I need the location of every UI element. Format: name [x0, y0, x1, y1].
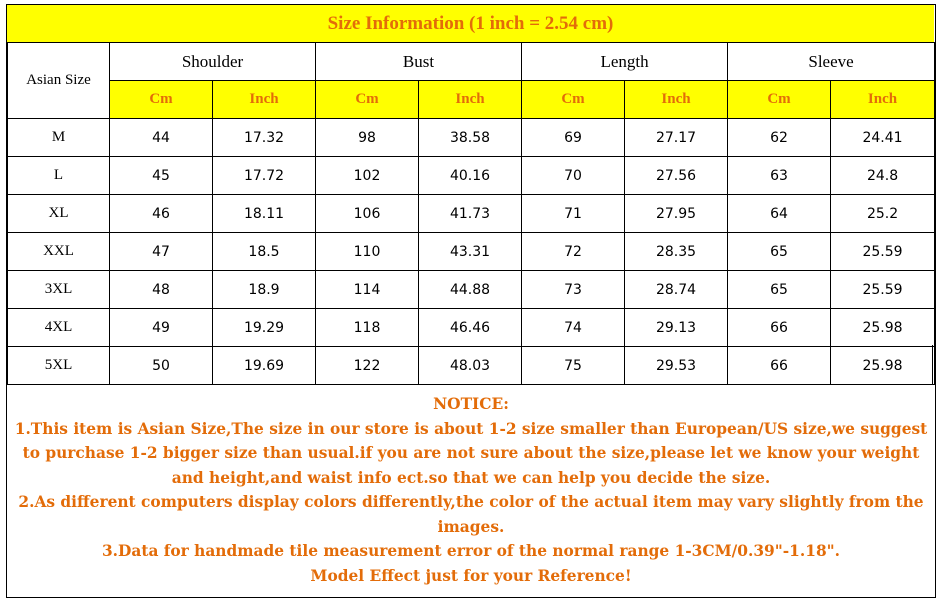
inch-value-cell: 29.53 [625, 347, 728, 385]
inch-value-cell: 27.17 [625, 119, 728, 157]
cm-value-cell: 62 [728, 119, 831, 157]
unit-inch-header: Inch [419, 81, 522, 119]
table-row [8, 309, 935, 347]
inch-value-cell: 17.72 [213, 157, 316, 195]
inch-value-cell: 29.13 [625, 309, 728, 347]
size-chart [6, 4, 936, 598]
cm-value-cell: 98 [316, 119, 419, 157]
notice-heading: NOTICE: [433, 395, 509, 413]
shoulder-header: Shoulder [110, 43, 316, 81]
cm-value-cell: 75 [522, 347, 625, 385]
inch-value-cell: 24.8 [831, 157, 935, 195]
cm-value-cell: 45 [110, 157, 213, 195]
size-label-cell: 3XL [8, 271, 110, 309]
chart-title: Size Information (1 inch = 2.54 cm) [7, 5, 934, 43]
inch-value-cell: 25.59 [831, 271, 935, 309]
cm-value-cell: 47 [110, 233, 213, 271]
bust-header: Bust [316, 43, 522, 81]
cm-value-cell: 64 [728, 195, 831, 233]
cm-value-cell: 69 [522, 119, 625, 157]
inch-value-cell: 18.5 [213, 233, 316, 271]
table-row [8, 195, 935, 233]
inch-value-cell: 41.73 [419, 195, 522, 233]
inch-value-cell: 24.41 [831, 119, 935, 157]
notice-line: 2.As different computers display colors differently,the color of the actual item may vary slightly from the [18, 493, 924, 511]
text-cursor [932, 345, 933, 385]
cm-value-cell: 48 [110, 271, 213, 309]
inch-value-cell: 19.69 [213, 347, 316, 385]
inch-value-cell: 28.35 [625, 233, 728, 271]
inch-value-cell: 18.11 [213, 195, 316, 233]
size-label-cell: XL [8, 195, 110, 233]
table-row [8, 119, 935, 157]
unit-cm-header: Cm [110, 81, 213, 119]
asian-size-header: Asian Size [8, 43, 110, 119]
inch-value-cell: 27.95 [625, 195, 728, 233]
size-label-cell: XXL [8, 233, 110, 271]
inch-value-cell: 38.58 [419, 119, 522, 157]
inch-value-cell: 44.88 [419, 271, 522, 309]
inch-value-cell: 19.29 [213, 309, 316, 347]
inch-value-cell: 18.9 [213, 271, 316, 309]
cm-value-cell: 110 [316, 233, 419, 271]
unit-inch-header: Inch [831, 81, 935, 119]
inch-value-cell: 43.31 [419, 233, 522, 271]
cm-value-cell: 74 [522, 309, 625, 347]
unit-row [8, 81, 935, 119]
size-label-cell: L [8, 157, 110, 195]
inch-value-cell: 46.46 [419, 309, 522, 347]
sleeve-header: Sleeve [728, 43, 935, 81]
notice-line: and height,and waist info ect.so that we can help you decide the size. [171, 468, 771, 487]
header-row [8, 43, 935, 81]
size-label-cell: 5XL [8, 347, 110, 385]
inch-value-cell: 27.56 [625, 157, 728, 195]
notice-section [13, 392, 929, 588]
length-header: Length [522, 43, 728, 81]
unit-cm-header: Cm [728, 81, 831, 119]
cm-value-cell: 63 [728, 157, 831, 195]
unit-inch-header: Inch [213, 81, 316, 119]
table-row [8, 347, 935, 385]
inch-value-cell: 17.32 [213, 119, 316, 157]
cm-value-cell: 50 [110, 347, 213, 385]
table-row [8, 157, 935, 195]
cm-value-cell: 118 [316, 309, 419, 347]
cm-value-cell: 102 [316, 157, 419, 195]
inch-value-cell: 25.98 [831, 347, 935, 385]
cm-value-cell: 71 [522, 195, 625, 233]
inch-value-cell: 25.2 [831, 195, 935, 233]
inch-value-cell: 48.03 [419, 347, 522, 385]
cm-value-cell: 122 [316, 347, 419, 385]
inch-value-cell: 40.16 [419, 157, 522, 195]
size-label-cell: 4XL [8, 309, 110, 347]
inch-value-cell: 28.74 [625, 271, 728, 309]
cm-value-cell: 65 [728, 271, 831, 309]
notice-line: to purchase 1-2 bigger size than usual.if you are not sure about the size,please let we know your weight [22, 444, 920, 462]
table-row [8, 271, 935, 309]
notice-line: 1.This item is Asian Size,The size in our store is about 1-2 size smaller than European/US size,we suggest [14, 419, 928, 438]
table-row [8, 233, 935, 271]
cm-value-cell: 106 [316, 195, 419, 233]
inch-value-cell: 25.98 [831, 309, 935, 347]
cm-value-cell: 44 [110, 119, 213, 157]
unit-cm-header: Cm [316, 81, 419, 119]
notice-line: Model Effect just for your Reference! [310, 566, 632, 585]
cm-value-cell: 72 [522, 233, 625, 271]
size-table [7, 42, 935, 385]
unit-cm-header: Cm [522, 81, 625, 119]
unit-inch-header: Inch [625, 81, 728, 119]
cm-value-cell: 70 [522, 157, 625, 195]
notice-line: 3.Data for handmade tile measurement error of the normal range 1-3CM/0.39"-1.18". [101, 542, 841, 560]
cm-value-cell: 66 [728, 309, 831, 347]
notice-line: images. [437, 517, 505, 536]
inch-value-cell: 25.59 [831, 233, 935, 271]
cm-value-cell: 46 [110, 195, 213, 233]
cm-value-cell: 114 [316, 271, 419, 309]
cm-value-cell: 73 [522, 271, 625, 309]
cm-value-cell: 66 [728, 347, 831, 385]
cm-value-cell: 49 [110, 309, 213, 347]
cm-value-cell: 65 [728, 233, 831, 271]
size-label-cell: M [8, 119, 110, 157]
